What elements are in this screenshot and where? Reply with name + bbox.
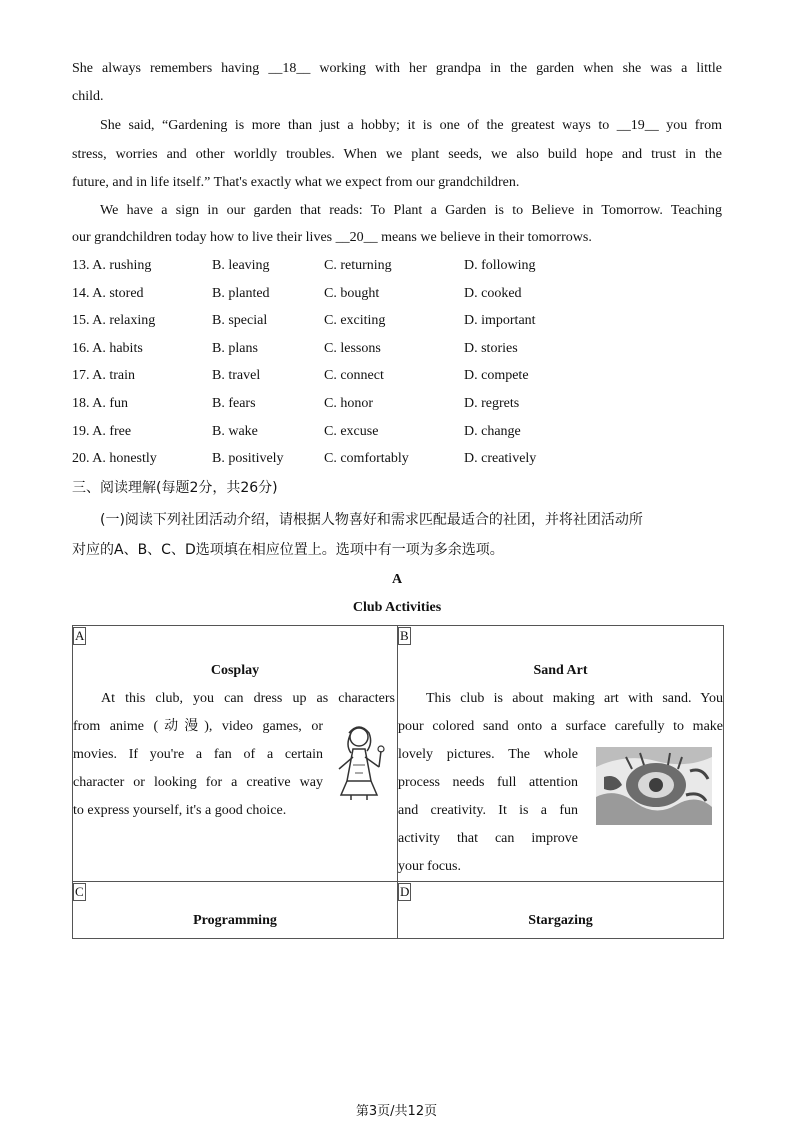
sand-art-image <box>596 747 712 825</box>
option-c: C. comfortably <box>324 451 409 466</box>
club-cell-a <box>73 626 398 882</box>
section-title: 三、阅读理解(每题2分，共26分) <box>72 480 278 496</box>
part-label: A <box>391 572 403 587</box>
description-line: pour colored sand onto a surface carefully to make <box>398 719 723 734</box>
clubs-table <box>72 625 724 939</box>
option-d: D. stories <box>464 341 518 356</box>
passage-line: stress, worries and other worldly troubles. When we plant seeds, we also build hope and trust in the <box>72 147 722 162</box>
club-cell-d <box>398 882 724 939</box>
instruction-line: 对应的A、B、C、D选项填在相应位置上。选项中有一项为多余选项。 <box>72 542 504 558</box>
description-line: At this club, you can dress up as characters <box>101 691 395 706</box>
option-a: 20. A. honestly <box>72 451 157 466</box>
option-a: 17. A. train <box>72 368 135 383</box>
option-c: C. honor <box>324 396 373 411</box>
option-c: C. returning <box>324 258 392 273</box>
option-c: C. lessons <box>324 341 381 356</box>
option-c: C. bought <box>324 286 380 301</box>
club-letter: B <box>400 628 409 643</box>
club-name: Programming <box>193 913 277 928</box>
option-c: C. exciting <box>324 313 386 328</box>
option-a: 14. A. stored <box>72 286 144 301</box>
club-letter: C <box>75 884 84 899</box>
option-d: D. following <box>464 258 536 273</box>
option-a: 13. A. rushing <box>72 258 152 273</box>
description-line: lovely pictures. The whole <box>398 747 578 762</box>
club-name: Stargazing <box>528 913 593 928</box>
description-line: activity that can improve <box>398 831 578 846</box>
option-a: 18. A. fun <box>72 396 128 411</box>
option-b: B. wake <box>212 424 258 439</box>
instruction-line: (一)阅读下列社团活动介绍，请根据人物喜好和需求匹配最适合的社团，并将社团活动所 <box>100 512 643 528</box>
option-c: C. excuse <box>324 424 379 439</box>
option-d: D. change <box>464 424 521 439</box>
cosplay-character-image <box>331 721 387 801</box>
passage-line: child. <box>72 89 104 104</box>
option-row-19 <box>72 418 722 446</box>
club-cell-c <box>73 882 398 939</box>
passage-line: She said, “Gardening is more than just a hobby; it is one of the greatest ways to __19__ you from <box>100 118 722 133</box>
option-row-13 <box>72 252 722 280</box>
option-row-17 <box>72 362 722 390</box>
description-line: from anime (动漫), video games, or <box>73 719 323 734</box>
option-row-15 <box>72 307 722 335</box>
passage-line: future, and in life itself.” That's exactly what we expect from our grandchildren. <box>72 175 520 190</box>
option-a: 15. A. relaxing <box>72 313 156 328</box>
option-d: D. compete <box>464 368 529 383</box>
description-line: character or looking for a creative way <box>73 775 323 790</box>
passage-line: We have a sign in our garden that reads: To Plant a Garden is to Believe in Tomorrow. Teaching <box>100 203 722 218</box>
club-name: Cosplay <box>210 663 260 678</box>
option-row-18 <box>72 390 722 418</box>
option-b: B. leaving <box>212 258 270 273</box>
club-name: Sand Art <box>533 663 588 678</box>
table-title: Club Activities <box>352 600 442 615</box>
club-description <box>73 685 397 825</box>
description-line: to express yourself, it's a good choice. <box>73 803 287 818</box>
option-b: B. plans <box>212 341 258 356</box>
club-cell-b <box>398 626 724 882</box>
club-description <box>398 685 723 881</box>
option-b: B. fears <box>212 396 256 411</box>
club-letter: A <box>75 628 85 643</box>
description-line: and creativity. It is a fun <box>398 803 578 818</box>
passage-line: She always remembers having __18__ working with her grandpa in the garden when she was a little <box>72 61 722 76</box>
description-line: This club is about making art with sand. You <box>426 691 723 706</box>
page-footer: 第3页/共12页 <box>355 1104 438 1119</box>
option-row-16 <box>72 335 722 363</box>
option-b: B. positively <box>212 451 284 466</box>
option-b: B. special <box>212 313 268 328</box>
option-d: D. important <box>464 313 536 328</box>
club-letter: D <box>400 884 410 899</box>
option-b: B. planted <box>212 286 270 301</box>
option-c: C. connect <box>324 368 384 383</box>
option-a: 19. A. free <box>72 424 132 439</box>
option-row-20 <box>72 445 722 473</box>
description-line: process needs full attention <box>398 775 578 790</box>
option-row-14 <box>72 280 722 308</box>
description-line: your focus. <box>398 859 461 874</box>
option-d: D. cooked <box>464 286 522 301</box>
option-b: B. travel <box>212 368 261 383</box>
passage-line: our grandchildren today how to live their lives __20__ means we believe in their tomorrows. <box>72 230 592 245</box>
option-d: D. creatively <box>464 451 537 466</box>
description-line: movies. If you're a fan of a certain <box>73 747 323 762</box>
option-d: D. regrets <box>464 396 520 411</box>
option-a: 16. A. habits <box>72 341 143 356</box>
